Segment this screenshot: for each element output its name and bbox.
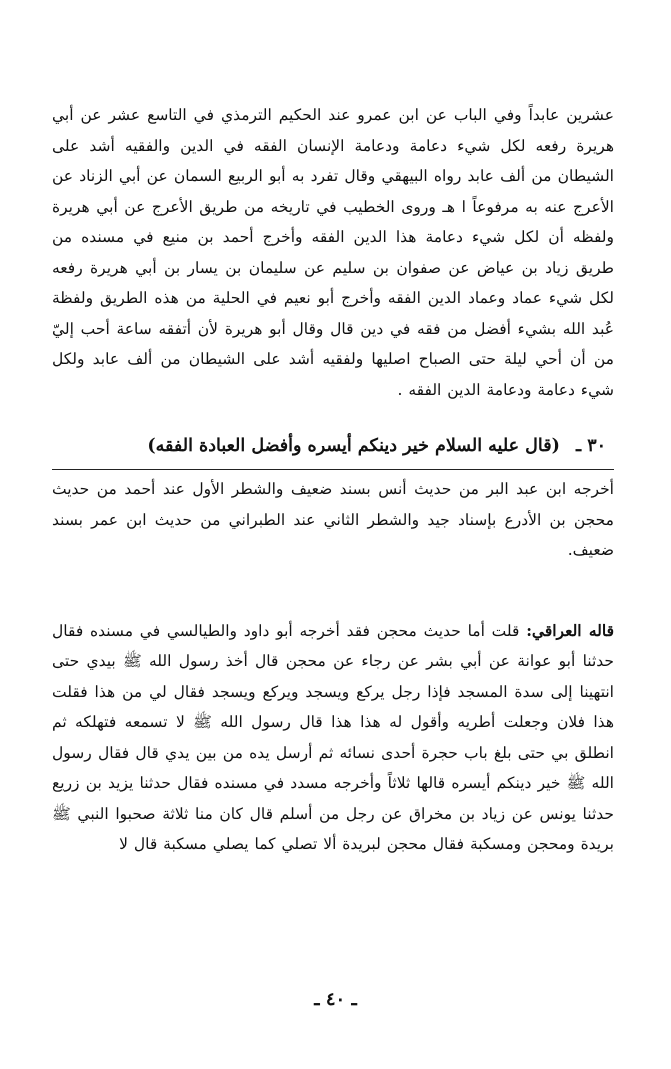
document-page [52, 100, 614, 860]
section-number: ٣٠ ـ [575, 436, 606, 456]
paragraph-2: أخرجه ابن عبد البر من حديث أنس بسند ضعيف والشطر الأول عند أحمد من حديث محجن بن الأدرع بإسناد جيد والشطر الثاني عند الطبراني من حديث ابن عمر بسند ضعيف. [52, 480, 614, 559]
section-title: (قال عليه السلام خير دينكم أيسره وأفضل العبادة الفقه) [147, 436, 560, 456]
page-number: ـ ٤٠ ـ [314, 989, 357, 1010]
paragraph-3-lead: قاله العراقي: [526, 620, 614, 640]
paragraph-1: عشرين عابداً وفي الباب عن ابن عمرو عند الحكيم الترمذي في التاسع عشر عن أبي هريرة رفعه لكل شيء دعامة ودعامة الإنسان الفقه في الدين والفقيه أشد على الشيطان من ألف عابد رواه البيهقي وقال تفرد به أبو الربيع السمان عن أبي الزناد عن الأعرج عنه به مرفوعاً ا هـ وروى الخطيب في تاريخه من طريق الأعرج عن أبي هريرة ولفظه أن لكل شيء دعامة هذا الدين الفقه وأخرج أحمد بن منيع في مسنده من طريق زياد بن عياض عن صفوان بن سليم عن سليمان بن يسار بن أبي هريرة رفعه لكل شيء عماد وعماد الدين الفقه وأخرج أبو نعيم في الحلية من هذه الطريق ولفظة عُبد الله بشيء أفضل من فقه في دين قال وقال أبو هريرة لأن أتفقه ساعة أحب إليّ من أن أحي ليلة حتى الصباح اصليها ولفقيه أشد على الشيطان من ألف عابد ولكل شيء دعامة ودعامة الدين الفقه . [52, 106, 614, 399]
section-heading [52, 431, 614, 461]
heading-divider [52, 469, 614, 470]
paragraph-3-text: قلت أما حديث محجن فقد أخرجه أبو داود والطيالسي في مسنده فقال حدثنا أبو عوانة عن أبي بشر عن رجاء عن محجن قال أخذ رسول الله ﷺ بيدي حتى انتهينا إلى سدة المسجد فإذا رجل يركع ويسجد ويركع ويسجد فقال لي من هذا فقلت هذا فلان وجعلت أطريه وأقول له هذا هذا قال رسول الله ﷺ لا تسمعه فتهلكه ثم انطلق بي حتى بلغ باب حجرة أحدى نسائه ثم أرسل يده من بين يدي قال فقال رسول الله ﷺ خير دينكم أيسره قالها ثلاثاً وأخرجه مسدد في مسنده فقال حدثنا يزيد بن زريع حدثنا يونس عن زياد بن مخراق عن رجل من أسلم قال كان منا ثلاثة صحبوا النبي ﷺ بريدة ومحجن ومسكبة فقال محجن لبريدة ألا تصلي كما يصلي مسكبة قال لا [52, 621, 614, 853]
paragraph-3 [52, 616, 614, 860]
